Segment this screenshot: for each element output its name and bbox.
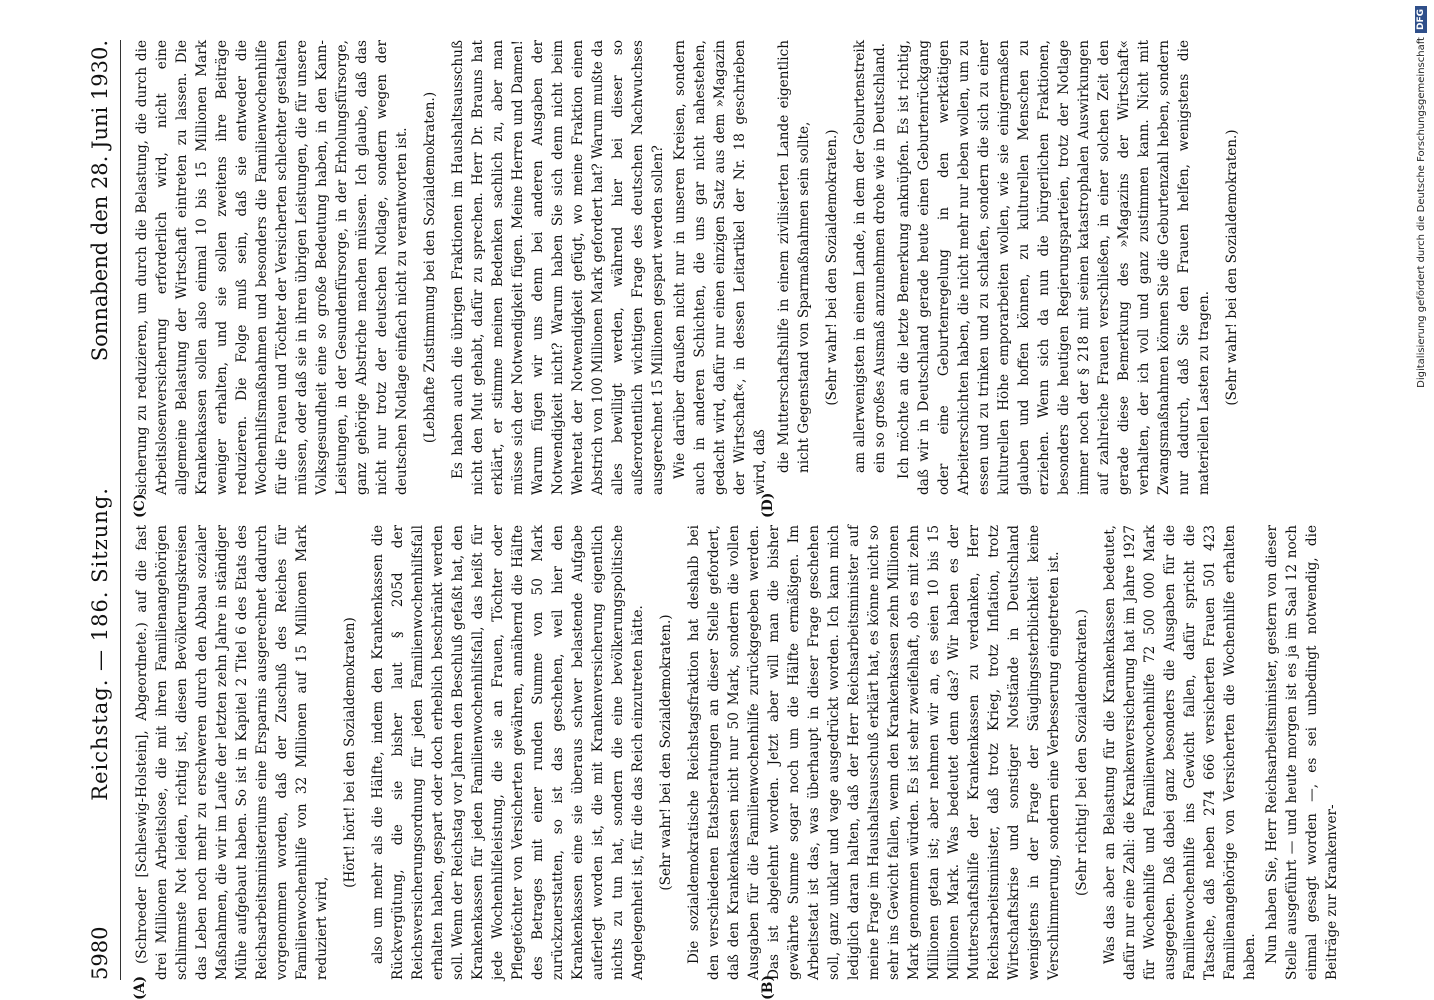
margin-mark-c: (C) <box>132 493 148 518</box>
left-column <box>132 525 1344 980</box>
paragraph: sicherung zu reduzieren, um durch die Belastung, die durch die Arbeitslosenversicherung erforderlich wird, nicht eine allgemeine Belastung der Wirtschaft eintreten zu lassen. Die Krankenkassen sollen also einmal 10 bis 15 Millionen Mark weniger erhalten, und sie sollen zweitens ihre Beiträge reduzieren. Die Folge muß sein, daß sie entweder die Wochenhilfsmaßnahmen und besonders die Familienwochenhilfe für die Frauen und Töchter der Versicherten schlechter gestalten müssen, oder daß sie in ihren übrigen Leistungen, die für unsere Volksgesundheit eine so große Bedeutung haben, in den Kann-Leistungen, in der Gesundenfürsorge, in der Erholungsfürsorge, ganz gehörige Abstriche machen müssen. Ich glaube, daß das nicht nur trotz der deutschen Notlage, sondern wegen der deutschen Notlage einfach nicht zu verantworten ist. <box>134 40 410 495</box>
margin-mark-b: (B) <box>760 974 776 1000</box>
interjection: (Sehr wahr! bei den Sozialdemokraten.) <box>1224 129 1240 406</box>
digitization-credit-bar <box>1408 6 1428 996</box>
page-title: Reichstag. — 186. Sitzung. <box>88 487 112 801</box>
interjection: (Lebhafte Zustimmung bei den Sozialdemokraten.) <box>422 91 438 444</box>
right-column <box>132 40 1250 495</box>
margin-mark-a: (A) <box>132 975 148 1000</box>
page-number: 5980 <box>88 926 112 980</box>
quotation: die Mutterschaftshilfe in einem zivilisierten Lande eigentlich nicht Gegenstand von Sparmaßnahmen sein sollte, <box>776 40 812 473</box>
paragraph: (Schroeder [Schleswig-Holstein], Abgeordnete.) auf die fast drei Millionen Arbeitslose, die mit ihren Familienangehörigen schlimmste Not leiden, richtig ist, diesen Bevölkerungskreisen das Leben noch mehr zu erschweren durch den Abbau sozialer Maßnahmen, die wir im Laufe der letzten zehn Jahre in ständiger Mühe aufgebaut haben. So ist in Kapitel 2 Titel 6 des Etats des Reichsarbeitsministeriums eine Ersparnis ausgerechnet dadurch vorgenommen worden, daß der Zuschuß des Reiches für Familienwochenhilfe von 32 Millionen auf 15 Millionen Mark reduziert wird, <box>134 525 330 980</box>
paragraph: also um mehr als die Hälfte, indem den Krankenkassen die Rückvergütung, die sie bisher laut § 205d der Reichsversicherungsordnung für jeden Familienwochenhilfsfall erhalten haben, gespart oder doch erheblich beschränkt werden soll. Wenn der Reichstag vor Jahren den Beschluß gefaßt hat, den Krankenkassen für jeden Familienwochenhilfsfall, das heißt für jede Wochenhilfeleistung, die sie an Frauen, Töchter oder Pflegetöchter von Versicherten gewähren, annähernd die Hälfte des Betrages mit einer runden Summe von 50 Mark zurückzuerstatten, so ist das geschehen, weil hier den Krankenkassen eine sie überaus schwer belastende Aufgabe auferlegt worden ist, die mit Krankenversicherung eigentlich nichts zu tun hat, sondern die eine bevölkerungspolitische Angelegenheit ist, für die das Reich einzutreten hätte. <box>370 525 646 980</box>
paragraph: Wie darüber draußen nicht nur in unseren Kreisen, sondern auch in anderen Schichten, die uns gar nicht nahestehen, gedacht wird, dafür nur einen einzigen Satz aus dem »Magazin der Wirtschaft«, in dessen Leitartikel der Nr. 18 geschrieben wird, daß <box>672 40 768 495</box>
page-date: Sonnabend den 28. Juni 1930. <box>88 40 112 362</box>
digitization-credit: Digitalisierung gefördert durch die Deutsche Forschungsgemeinschaft <box>1415 37 1427 388</box>
paragraph: Nun haben Sie, Herr Reichsarbeitsminister, gestern von dieser Stelle ausgeführt — und heute morgen ist es ja im Saal 12 noch einmal gesagt worden —, es sei unbedingt notwendig, die Beiträge zur Krankenver- <box>1264 525 1340 980</box>
margin-mark-d: (D) <box>760 492 776 518</box>
paragraph: Ich möchte an die letzte Bemerkung anknüpfen. Es ist richtig, daß wir in Deutschland gerade heute einen Geburtenrückgang oder eine Geburtenregelung in den werktätigen Arbeiterschichten haben, die nicht mehr nur leben wollen, um zu essen und zu trinken und zu schlafen, sondern die sich zu einer kulturellen Höhe emporarbeiten wollen, wie sie einigermaßen glauben und hoffen können, zu kulturellen Menschen zu erziehen. Wenn sich da nun die bürgerlichen Fraktionen, besonders die heutigen Regierungsparteien, trotz der Notlage immer noch der § 218 mit seinen katastrophalen Auswirkungen auf zahlreiche Frauen verschließen, in einer solchen Zeit den gerade diese Bemerkung des »Magazins der Wirtschaft« verhalten, der ich voll und ganz zustimmen kann. Nicht mit Zwangsmaßnahmen können Sie die Geburtenzahl heben, sondern nur dadurch, daß Sie den Frauen helfen, wenigstens die materiellen Lasten zu tragen. <box>896 40 1212 495</box>
interjection: (Sehr wahr! bei den Sozialdemokraten.) <box>658 614 674 891</box>
quotation: am allerwenigsten in einem Lande, in dem der Geburtenstreik ein so großes Ausmaß anzunehmen drohe wie in Deutschland. <box>852 40 888 473</box>
paragraph: Die sozialdemokratische Reichstagsfraktion hat deshalb bei den verschiedenen Etatsberatungen an dieser Stelle gefordert, daß den Krankenkassen nicht nur 50 Mark, sondern die vollen Ausgaben für die Familienwochenhilfe zurückgegeben werden. Das ist abgelehnt worden. Jetzt aber will man die bisher gewährte Summe sogar noch um die Hälfte ermäßigen. Im Arbeitsetat ist das, was überhaupt in dieser Frage geschehen soll, ganz unklar und vage ausgedrückt worden. Ich kann mich lediglich daran halten, daß der Herr Reichsarbeitsminister auf meine Frage im Haushaltsausschuß erklärt hat, es könne nicht so sehr ins Gewicht fallen, wenn den Krankenkassen zehn Millionen Mark genommen würden. Es ist sehr zweifelhaft, ob es mit zehn Millionen getan ist; aber nehmen wir an, es seien 10 bis 15 Millionen Mark. Was bedeutet denn das? Wir haben es der Mutterschaftshilfe der Krankenkassen zu verdanken, Herr Reichsarbeitsminister, daß trotz Krieg, trotz Inflation, trotz Wirtschaftskrise und sonstiger Notstände in Deutschland wenigstens in der Frage der Säuglingssterblichkeit keine Verschlimmerung, sondern eine Verbesserung eingetreten ist. <box>686 525 1062 980</box>
interjection: (Sehr richtig! bei den Sozialdemokraten.) <box>1074 609 1090 896</box>
document-page <box>70 20 1410 1000</box>
page-header <box>80 40 121 980</box>
paragraph: Was das aber an Belastung für die Krankenkassen bedeutet, dafür nur eine Zahl: die Krankenversicherung hat im Jahre 1927 für Wochenhilfe und Familienwochenhilfe 72 500 000 Mark ausgegeben. Daß dabei ganz besonders die Ausgaben für die Familienwochenhilfe ins Gewicht fallen, dafür spricht die Tatsache, daß neben 274 666 versicherten Frauen 501 423 Familienangehörige von Versicherten die Wochenhilfe erhalten haben. <box>1102 525 1258 980</box>
paragraph: Es haben auch die übrigen Fraktionen im Haushaltsausschuß nicht den Mut gehabt, dafür zu sprechen. Herr Dr. Brauns hat erklärt, er stimme meinen Bedenken sachlich zu, aber man müsse sich der Notwendigkeit fügen. Meine Herren und Damen! Warum fügen wir uns denn bei anderen Ausgaben der Notwendigkeit nicht? Warum haben Sie sich denn nicht beim Wehretat der Notwendigkeit gefügt, wo meine Fraktion einen Abstrich von 100 Millionen Mark gefordert hat? Warum mußte da alles bewilligt werden, während hier bei dieser so außerordentlich wichtigen Frage des deutschen Nachwuchses ausgerechnet 15 Millionen gespart werden sollen? <box>450 40 666 495</box>
interjection: (Sehr wahr! bei den Sozialdemokraten.) <box>824 129 840 406</box>
interjection: (Hört! hört! bei den Sozialdemokraten) <box>342 617 358 888</box>
dfg-logo: DFG <box>1415 6 1427 33</box>
